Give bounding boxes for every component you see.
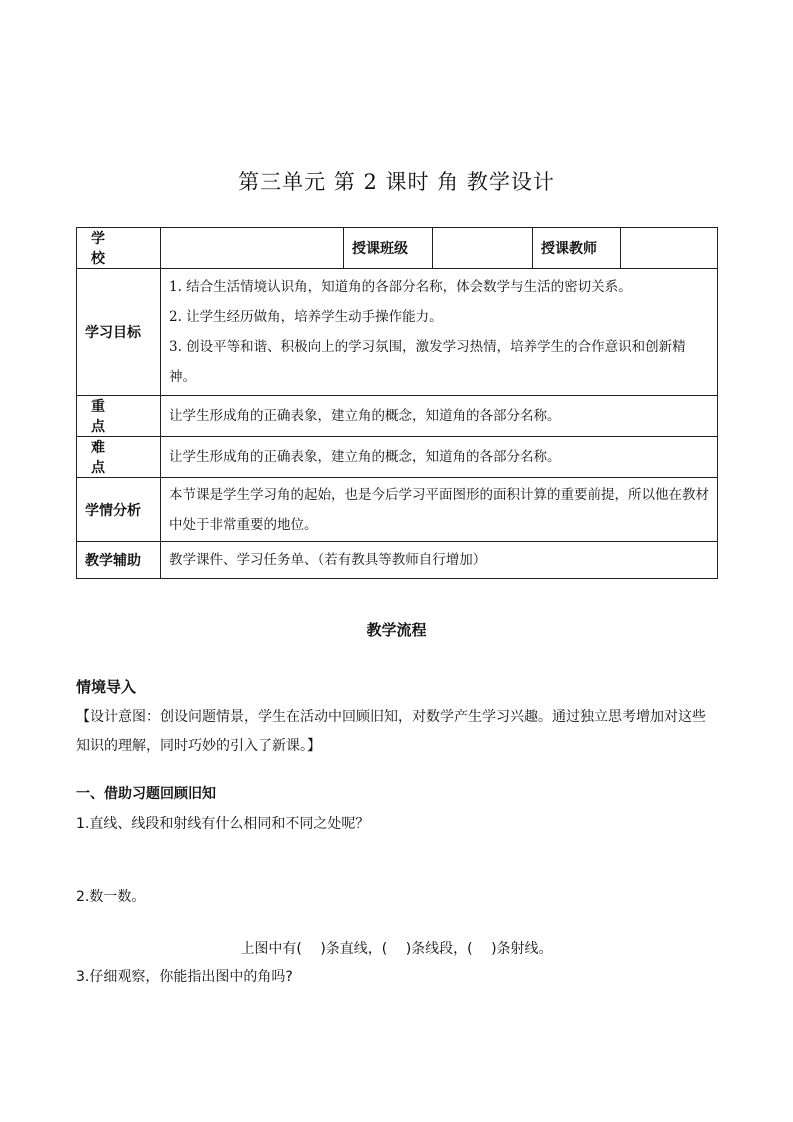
- table-row: [77, 269, 718, 396]
- aids-label: 教学辅助: [77, 542, 161, 579]
- teaching-flow-heading: 教学流程: [366, 621, 427, 639]
- lesson-info-table: [76, 227, 718, 579]
- analysis-label: 学情分析: [77, 478, 161, 542]
- key-point-label: 重 点: [77, 396, 161, 437]
- page-title: 第三单元 第 2 课时 角 教学设计: [238, 170, 555, 194]
- question-2: 2.数一数。: [76, 889, 146, 905]
- aids-value: 教学课件、学习任务单、（若有教具等教师自行增加）: [161, 542, 718, 579]
- question-1: 1.直线、线段和射线有什么相同和不同之处呢？: [76, 816, 370, 832]
- goal-item: 3. 创设平等和谐、积极向上的学习氛围，激发学习热情，培养学生的合作意识和创新精神。: [169, 339, 686, 385]
- school-value: [161, 228, 344, 269]
- goals-cell: [161, 269, 718, 396]
- difficulty-label: 难 点: [77, 437, 161, 478]
- school-label: 学 校: [77, 228, 161, 269]
- class-value: [433, 228, 533, 269]
- intro-heading: 情境导入: [76, 678, 137, 696]
- table-row: [77, 437, 718, 478]
- table-row: [77, 542, 718, 579]
- table-row: [77, 228, 718, 269]
- teacher-label: 授课教师: [533, 228, 621, 269]
- section-heading: 一、借助习题回顾旧知: [76, 786, 216, 802]
- goals-label: 学习目标: [77, 269, 161, 396]
- question-2-blanks: 上图中有( )条直线，( )条线段，( )条射线。: [240, 941, 553, 957]
- design-intent: 【设计意图：创设问题情景，学生在活动中回顾旧知，对数学产生学习兴趣。通过独立思考增加对这些知识的理解，同时巧妙的引入了新课。】: [76, 709, 706, 754]
- table-row: [77, 478, 718, 542]
- difficulty-value: 让学生形成角的正确表象，建立角的概念，知道角的各部分名称。: [161, 437, 718, 478]
- analysis-value: 本节课是学生学习角的起始，也是今后学习平面图形的面积计算的重要前提，所以他在教材中处于非常重要的地位。: [161, 478, 718, 542]
- key-point-value: 让学生形成角的正确表象，建立角的概念，知道角的各部分名称。: [161, 396, 718, 437]
- table-row: [77, 396, 718, 437]
- teacher-value: [621, 228, 718, 269]
- class-label: 授课班级: [344, 228, 433, 269]
- goal-item: 2. 让学生经历做角，培养学生动手操作能力。: [169, 309, 443, 325]
- goal-item: 1. 结合生活情境认识角，知道角的各部分名称，体会数学与生活的密切关系。: [169, 279, 632, 295]
- question-3: 3.仔细观察，你能指出图中的角吗?: [76, 969, 293, 985]
